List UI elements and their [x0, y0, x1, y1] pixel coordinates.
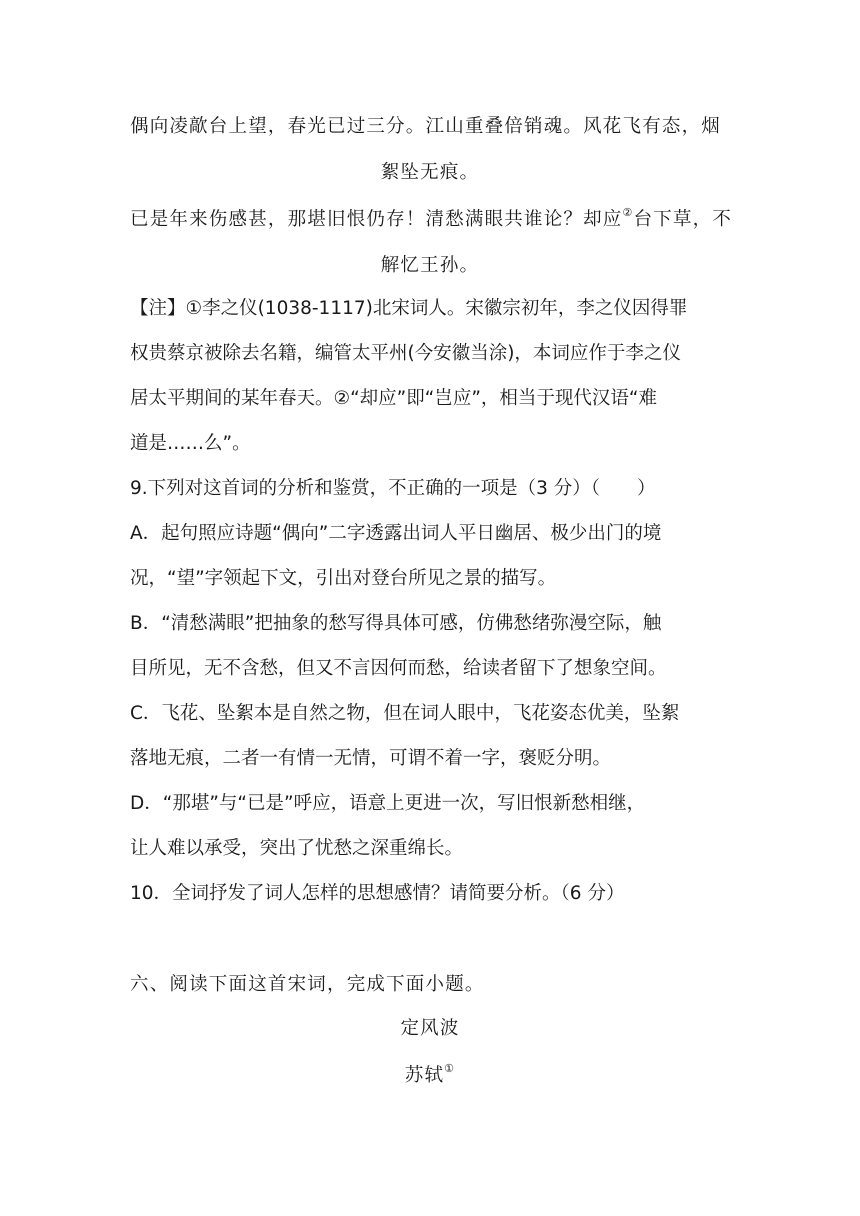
note-line-2: 权贵蔡京被除去名籍，编管太平州(今安徽当涂)，本词应作于李之仪 — [130, 343, 681, 364]
option-b-line-2: 目所见，无不含愁，但又不言因何而愁，给读者留下了想象空间。 — [130, 658, 667, 679]
option-a-line-1: A．起句照应诗题“偶向”二字透露出词人平日幽居、极少出门的境 — [130, 523, 662, 544]
poem-line-1a: 偶向凌歊台上望，春光已过三分。江山重叠倍销魂。风花飞有态，烟 — [130, 116, 722, 137]
note-line-3: 居太平期间的某年春天。②“却应”即“岂应”，相当于现代汉语“难 — [130, 388, 658, 409]
footnote-marker-2: ② — [622, 205, 634, 219]
poem-line-1b: 絮坠无痕。 — [380, 162, 480, 183]
poem-line-2a: 已是年来伤感甚，那堪旧恨仍存！清愁满眼共谁论？却应②台下草，不 — [130, 205, 733, 230]
option-d-line-1: D．“那堪”与“已是”呼应，语意上更进一次，写旧恨新愁相继， — [130, 793, 646, 814]
option-c-line-1: C．飞花、坠絮本是自然之物，但在词人眼中，飞花姿态优美，坠絮 — [130, 703, 680, 724]
option-b-line-1: B．“清愁满眼”把抽象的愁写得具体可感，仿佛愁绪弥漫空际，触 — [130, 613, 662, 634]
poem-line-2b: 解忆王孙。 — [380, 255, 480, 276]
footnote-marker-1: ① — [444, 1061, 456, 1075]
section-6-heading: 六、阅读下面这首宋词，完成下面小题。 — [130, 974, 485, 995]
question-10-stem: 10．全词抒发了词人怎样的思想感情？请简要分析。（6 分） — [130, 883, 625, 904]
note-line-4: 道是……么”。 — [130, 433, 251, 454]
question-9-stem: 9.下列对这首词的分析和鉴赏，不正确的一项是（3 分）（ ） — [130, 478, 656, 499]
option-d-line-2: 让人难以承受，突出了忧愁之深重绵长。 — [130, 838, 464, 859]
poem-author: 苏轼① — [404, 1061, 456, 1086]
poem-title: 定风波 — [400, 1018, 460, 1039]
option-c-line-2: 落地无痕，二者一有情一无情，可谓不着一字，褒贬分明。 — [130, 748, 612, 769]
option-a-line-2: 况，“望”字领起下文，引出对登台所见之景的描写。 — [130, 568, 557, 589]
note-line-1: 【注】①李之仪(1038-1117)北宋词人。宋徽宗初年，李之仪因得罪 — [130, 298, 688, 319]
